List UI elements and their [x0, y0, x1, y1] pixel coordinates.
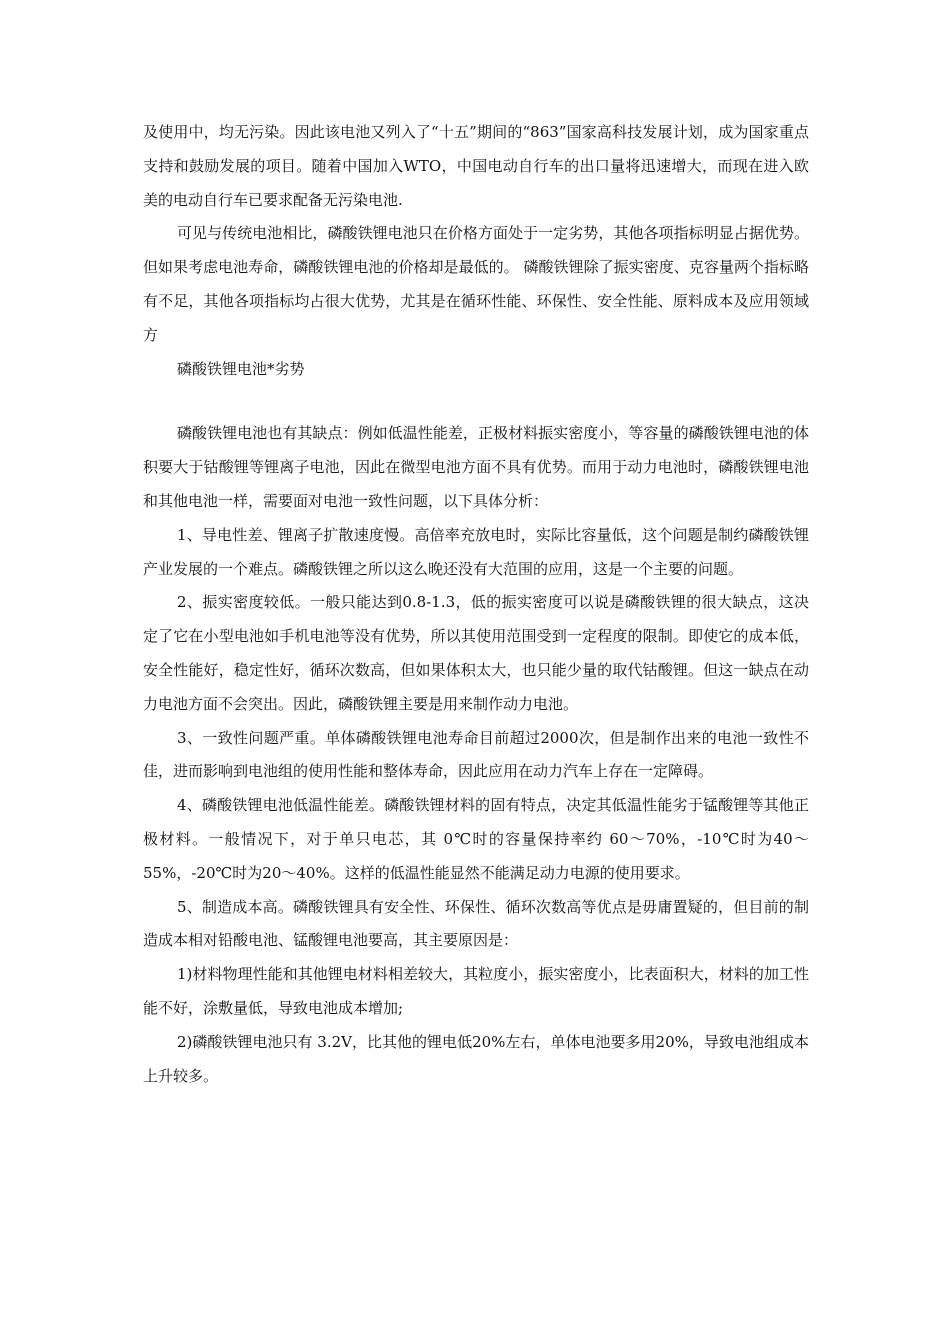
section-heading-disadvantages: 磷酸铁锂电池*劣势 [177, 359, 305, 378]
list-item-low-temperature: 4、磷酸铁锂电池低温性能差。磷酸铁锂材料的固有特点，决定其低温性能劣于锰酸锂等其他正极材料。一般情况下，对于单只电芯，其 0℃时的容量保持率约 60～70%，-10℃时为40～55%，-20℃时为20～40%。这样的低温性能显然不能满足动力电源的使用要求。 [143, 796, 809, 882]
list-item-tap-density: 2、振实密度较低。一般只能达到0.8-1.3，低的振实密度可以说是磷酸铁锂的很大缺点，这决定了它在小型电池如手机电池等没有优势，所以其使用范围受到一定程度的限制。即使它的成本低，安全性能好，稳定性好，循环次数高，但如果体积太大，也只能少量的取代钴酸锂。但这一缺点在动力电池方面不会突出。因此，磷酸铁锂主要是用来制作动力电池。 [143, 593, 809, 713]
sub-item-material-properties: 1)材料物理性能和其他锂电材料相差较大，其粒度小，振实密度小，比表面积大，材料的加工性能不好，涂敷量低，导致电池成本增加; [143, 965, 809, 1017]
sub-item-voltage: 2)磷酸铁锂电池只有 3.2V，比其他的锂电低20%左右，单体电池要多用20%，导致电池组成本上升较多。 [143, 1032, 809, 1085]
paragraph-disadvantages-intro: 磷酸铁锂电池也有其缺点：例如低温性能差，正极材料振实密度小，等容量的磷酸铁锂电池的体积要大于钴酸锂等锂离子电池，因此在微型电池方面不具有优势。而用于动力电池时，磷酸铁锂电池和其他电池一样，需要面对电池一致性问题，以下具体分析： [143, 424, 809, 510]
paragraph-comparison: 可见与传统电池相比，磷酸铁锂电池只在价格方面处于一定劣势，其他各项指标明显占据优势。但如果考虑电池寿命，磷酸铁锂电池的价格却是最低的。 磷酸铁锂除了振实密度、克容量两个指标略有不足，其他各项指标均占很大优势，尤其是在循环性能、环保性、安全性能、原料成本及应用领域方 [143, 224, 809, 344]
list-item-consistency: 3、一致性问题严重。单体磷酸铁锂电池寿命目前超过2000次，但是制作出来的电池一致性不佳，进而影响到电池组的使用性能和整体寿命，因此应用在动力汽车上存在一定障碍。 [143, 728, 809, 781]
paragraph-pollution-free: 及使用中，均无污染。因此该电池又列入了“十五”期间的“863”国家高科技发展计划，成为国家重点支持和鼓励发展的项目。随着中国加入WTO，中国电动自行车的出口量将迅速增大，而现在进入欧美的电动自行车已要求配备无污染电池. [143, 123, 809, 209]
list-item-conductivity: 1、导电性差、锂离子扩散速度慢。高倍率充放电时，实际比容量低，这个问题是制约磷酸铁锂产业发展的一个难点。磷酸铁锂之所以这么晚还没有大范围的应用，这是一个主要的问题。 [143, 525, 809, 578]
list-item-manufacturing-cost: 5、制造成本高。磷酸铁锂具有安全性、环保性、循环次数高等优点是毋庸置疑的，但目前的制造成本相对铅酸电池、锰酸锂电池要高，其主要原因是： [143, 897, 809, 950]
document-body [143, 116, 809, 1093]
